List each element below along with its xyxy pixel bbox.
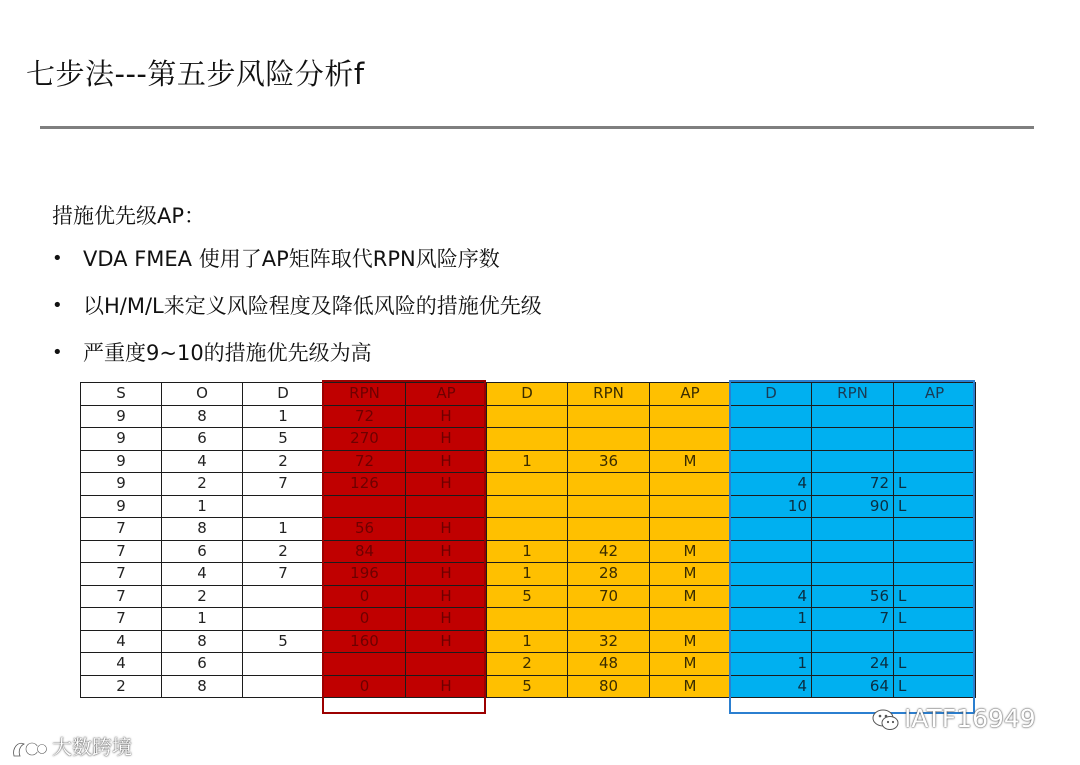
- bullet-dot-icon: •: [52, 295, 63, 316]
- table-row: [81, 450, 976, 473]
- table-cell: 48: [568, 653, 650, 676]
- table-cell: [894, 540, 976, 563]
- table-cell: 1: [487, 563, 568, 586]
- table-cell: H: [406, 540, 487, 563]
- table-cell: 9: [81, 495, 162, 518]
- table-cell: 2: [487, 653, 568, 676]
- table-row: [81, 675, 976, 698]
- table-cell: 1: [487, 450, 568, 473]
- table-cell: [894, 428, 976, 451]
- table-cell: 1: [162, 495, 243, 518]
- bullet-item: [52, 289, 542, 336]
- table-cell: [243, 585, 324, 608]
- table-cell: [894, 405, 976, 428]
- table-cell: [650, 495, 731, 518]
- table-row: [81, 405, 976, 428]
- table-cell: 270: [324, 428, 406, 451]
- table-cell: [568, 495, 650, 518]
- table-cell: 9: [81, 473, 162, 496]
- table-cell: 1: [243, 405, 324, 428]
- table-cell: 32: [568, 630, 650, 653]
- ap-matrix-table: [80, 382, 976, 698]
- table-cell: 2: [81, 675, 162, 698]
- table-header-cell: RPN: [812, 383, 894, 406]
- table-row: [81, 518, 976, 541]
- table-row: [81, 608, 976, 631]
- table-cell: L: [894, 675, 976, 698]
- table-cell: 8: [162, 518, 243, 541]
- table-header-cell: AP: [650, 383, 731, 406]
- table-cell: 7: [243, 563, 324, 586]
- bullet-text: 严重度9~10的措施优先级为高: [83, 341, 372, 365]
- table-cell: [487, 608, 568, 631]
- table-cell: [568, 405, 650, 428]
- table-cell: 24: [812, 653, 894, 676]
- table-cell: L: [894, 608, 976, 631]
- table-cell: [650, 405, 731, 428]
- table-cell: H: [406, 630, 487, 653]
- table-cell: 1: [487, 630, 568, 653]
- table-row: [81, 540, 976, 563]
- table-cell: [487, 473, 568, 496]
- table-cell: 28: [568, 563, 650, 586]
- table-cell: 4: [81, 653, 162, 676]
- table-cell: [731, 630, 812, 653]
- table-cell: 7: [81, 540, 162, 563]
- table-row: [81, 563, 976, 586]
- table-cell: 4: [81, 630, 162, 653]
- table-cell: 9: [81, 428, 162, 451]
- table-cell: [731, 563, 812, 586]
- table-cell: H: [406, 518, 487, 541]
- table-cell: [812, 563, 894, 586]
- table-cell: 5: [487, 675, 568, 698]
- table-cell: 1: [487, 540, 568, 563]
- table-cell: [650, 518, 731, 541]
- table-cell: 5: [487, 585, 568, 608]
- table-cell: 10: [731, 495, 812, 518]
- table-cell: [487, 518, 568, 541]
- table-cell: [894, 450, 976, 473]
- table-cell: [894, 630, 976, 653]
- table-cell: 7: [81, 518, 162, 541]
- table-cell: [406, 495, 487, 518]
- table-cell: 1: [731, 608, 812, 631]
- watermark-right-text: IATF16949: [904, 704, 1036, 733]
- table-cell: 0: [324, 608, 406, 631]
- table-cell: H: [406, 473, 487, 496]
- table-cell: [568, 428, 650, 451]
- table-cell: 2: [162, 585, 243, 608]
- table-cell: [650, 428, 731, 451]
- table-cell: 6: [162, 653, 243, 676]
- table-cell: [324, 495, 406, 518]
- table-cell: H: [406, 450, 487, 473]
- table-cell: M: [650, 585, 731, 608]
- table-header-cell: RPN: [324, 383, 406, 406]
- watermark-right: [872, 704, 1036, 733]
- title-divider: [40, 126, 1034, 129]
- table-header-cell: O: [162, 383, 243, 406]
- table-header-cell: AP: [894, 383, 976, 406]
- table-cell: [487, 495, 568, 518]
- table-cell: 4: [731, 585, 812, 608]
- table-cell: H: [406, 563, 487, 586]
- watermark-left: [10, 731, 132, 760]
- table-cell: M: [650, 450, 731, 473]
- table-header-cell: S: [81, 383, 162, 406]
- table-cell: [812, 450, 894, 473]
- bullet-dot-icon: •: [52, 248, 63, 269]
- table-cell: 90: [812, 495, 894, 518]
- table-cell: 7: [243, 473, 324, 496]
- table-cell: [812, 630, 894, 653]
- table-row: [81, 630, 976, 653]
- bullet-dot-icon: •: [52, 342, 63, 363]
- table-cell: 8: [162, 405, 243, 428]
- table-cell: 0: [324, 585, 406, 608]
- table-cell: [324, 653, 406, 676]
- table-cell: [650, 608, 731, 631]
- table-cell: [487, 428, 568, 451]
- table-row: [81, 473, 976, 496]
- table-cell: [406, 653, 487, 676]
- table-cell: [731, 518, 812, 541]
- table-cell: 160: [324, 630, 406, 653]
- table-cell: 9: [81, 450, 162, 473]
- table-cell: [731, 428, 812, 451]
- table-header-cell: D: [487, 383, 568, 406]
- table-cell: 4: [162, 450, 243, 473]
- table-cell: [812, 405, 894, 428]
- table-row: [81, 585, 976, 608]
- table-cell: 6: [162, 428, 243, 451]
- table-cell: 126: [324, 473, 406, 496]
- table-cell: [568, 473, 650, 496]
- table-cell: [243, 608, 324, 631]
- table-cell: [894, 518, 976, 541]
- table-cell: L: [894, 495, 976, 518]
- table-row: [81, 653, 976, 676]
- table-cell: 80: [568, 675, 650, 698]
- table-cell: [731, 450, 812, 473]
- watermark-left-text: 大数跨境: [52, 735, 132, 759]
- table-row: [81, 428, 976, 451]
- table-cell: L: [894, 473, 976, 496]
- table-cell: L: [894, 653, 976, 676]
- table-cell: [731, 405, 812, 428]
- table-cell: 64: [812, 675, 894, 698]
- table-cell: 7: [812, 608, 894, 631]
- table-cell: [650, 473, 731, 496]
- table-cell: [568, 518, 650, 541]
- table-cell: 2: [162, 473, 243, 496]
- table-cell: [812, 428, 894, 451]
- table-cell: M: [650, 653, 731, 676]
- table-cell: 8: [162, 630, 243, 653]
- table-cell: [487, 405, 568, 428]
- table-cell: [243, 653, 324, 676]
- table-cell: [243, 675, 324, 698]
- table-cell: M: [650, 675, 731, 698]
- slide-title: 七步法---第五步风险分析f: [26, 57, 365, 91]
- table-cell: [894, 563, 976, 586]
- table-cell: 72: [812, 473, 894, 496]
- table-cell: 0: [324, 675, 406, 698]
- table-cell: 72: [324, 450, 406, 473]
- table-header-cell: RPN: [568, 383, 650, 406]
- table-header-cell: AP: [406, 383, 487, 406]
- table-cell: 4: [731, 675, 812, 698]
- table-cell: 56: [324, 518, 406, 541]
- bullet-item: [52, 242, 542, 289]
- table-cell: 2: [243, 450, 324, 473]
- table-row: [81, 495, 976, 518]
- table-cell: 1: [243, 518, 324, 541]
- table-cell: 7: [81, 608, 162, 631]
- table-cell: [812, 518, 894, 541]
- table-header-row: [81, 383, 976, 406]
- brand-logo-icon: [10, 738, 48, 760]
- table-cell: [731, 540, 812, 563]
- table-cell: 84: [324, 540, 406, 563]
- table-cell: 196: [324, 563, 406, 586]
- ap-table-container: [80, 382, 976, 698]
- table-cell: 42: [568, 540, 650, 563]
- bullet-list: [52, 242, 542, 383]
- table-header-cell: D: [243, 383, 324, 406]
- table-cell: 1: [731, 653, 812, 676]
- table-cell: 72: [324, 405, 406, 428]
- table-cell: H: [406, 585, 487, 608]
- intro-text: 措施优先级AP：: [52, 204, 206, 228]
- table-cell: [568, 608, 650, 631]
- table-cell: 5: [243, 428, 324, 451]
- bullet-text: 以H/M/L来定义风险程度及降低风险的措施优先级: [83, 294, 542, 318]
- table-cell: 4: [731, 473, 812, 496]
- table-cell: 9: [81, 405, 162, 428]
- table-cell: 7: [81, 563, 162, 586]
- table-cell: H: [406, 675, 487, 698]
- table-cell: [812, 540, 894, 563]
- table-cell: 36: [568, 450, 650, 473]
- table-cell: 8: [162, 675, 243, 698]
- table-cell: H: [406, 608, 487, 631]
- table-cell: 1: [162, 608, 243, 631]
- table-cell: H: [406, 428, 487, 451]
- table-cell: 5: [243, 630, 324, 653]
- wechat-icon: [872, 708, 900, 732]
- bullet-item: [52, 336, 542, 383]
- table-cell: L: [894, 585, 976, 608]
- table-cell: H: [406, 405, 487, 428]
- table-cell: M: [650, 630, 731, 653]
- table-cell: [243, 495, 324, 518]
- table-cell: 56: [812, 585, 894, 608]
- table-cell: 70: [568, 585, 650, 608]
- table-cell: 4: [162, 563, 243, 586]
- table-cell: M: [650, 563, 731, 586]
- table-cell: M: [650, 540, 731, 563]
- bullet-text: VDA FMEA 使用了AP矩阵取代RPN风险序数: [83, 247, 500, 271]
- table-cell: 6: [162, 540, 243, 563]
- table-cell: 7: [81, 585, 162, 608]
- table-cell: 2: [243, 540, 324, 563]
- table-header-cell: D: [731, 383, 812, 406]
